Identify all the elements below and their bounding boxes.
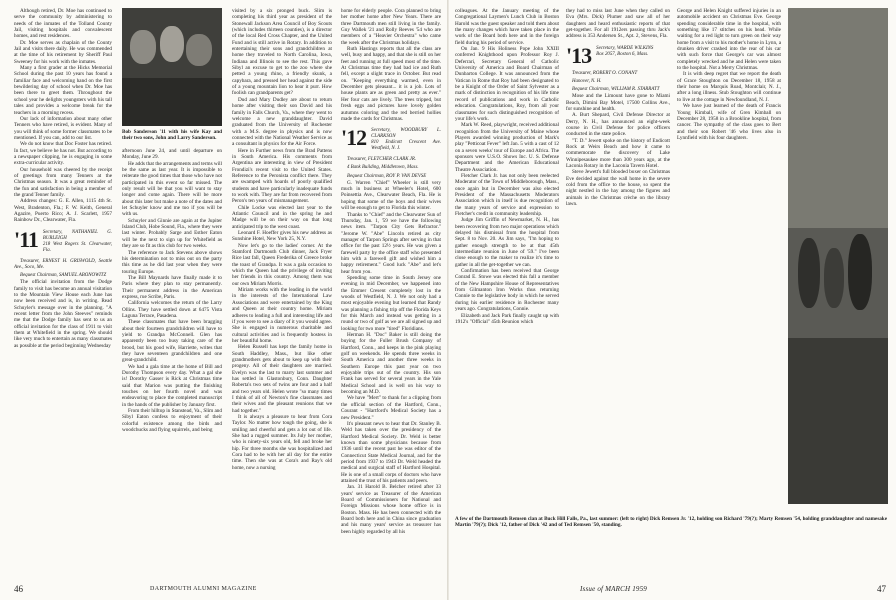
paragraph: Confirmation has been received that George Conrad E. Stowe was elected this fall a member of the New Hampshire House of Representatives from Gilmanton Iron Works thus returning Connie to the legislative body in which he served during his earlier residence in Rochester many years ago. Congratulations, Connie. [455,268,559,313]
paragraph: colleagues. At the January meeting of the Congregational Laymen's Lunch Club in Boston Harold was the guest speaker and told them about the many changes which have taken place in the work of the Board both here and in the foreign field during his period of service. [455,8,559,46]
paragraph: Dr. Moe serves as chaplain of the County Jail and visits there daily. He was commended at the time of his retirement by Sheriff Paul Sweeney for his work with the inmates. [14,39,112,65]
class-number: '13 [566,42,592,68]
paragraph: Helen Russell has kept the family home in South Haddley, Mass., but like other grandmothers gets about to keep up with their progeny. All of their daughters are married. Evelyn was the last to marry last summer and has settled in Glastonbury, Conn. Daughter Roberta's two sets of twins are four and a half and two years old. Helen wrote "so many times I think of all of Newton's fine classmates and their wives and the pleasant reunions that we had together." [232,344,332,414]
paragraph: These classmates that have been bragging about their fourteen grandchildren will have to yield to Grandpa McConnell. Glen has apparently been too busy taking care of the brood, but his good wife, Harriette, writes that they have seventeen grandchildren and one great-grandchild. [122,319,222,364]
paragraph: From their hilltop in Stanstead, Va., Slim and Sibyl Eaton confess to enjoyment of their colorful existence among the birds and woodchucks and flying squirrels, and being [122,408,222,434]
page-number-left: 46 [14,584,23,594]
class-officers [596,46,653,58]
paragraph: George and Helen Knight suffered injuries in an automobile accident on Christmas Eve. George spending considerable time in the hospital, with something like 17 stitches on his head. While waiting for a red light to turn green on their way home from a visit to his mother's home in Lynn, a drunken driver crashed into the rear of his car with such force that George's car was almost completely wrecked and he and Helen were taken to the hospital. Not a Merry Christmas. [677,8,781,72]
paragraph: Miriam works with the leading in the world in the interests of the International Law Associations and were entertained by the King and Queen at their country home. Miriam adheres to leading a full and interesting life and if you were to see a diary of it you would agree. She is engaged in numerous charitable and cultural activities and is frequently hostess in her beautiful home. [232,287,332,344]
paragraph: It is with deep regret that we report the death of Grace Stoughton on December 18, 1958 at their home on Marquis Road, Montclair, N. J., after a long illness. Stub Stoughton will continue to live at the cottage in Newfoundland, N. J. [677,71,781,103]
paragraph: Steve Jewett's full blooded boxer on Christmas Eve decided against the wall home in the severe cold from the office to the house, so spent the night nestled in the hay among the figures and animals in the Christmas crèche on the library lawn. [566,169,670,208]
magazine-title-footer: DARTMOUTH ALUMNI MAGAZINE [150,586,257,592]
paragraph: home for elderly people. Cora planned to bring her mother home after New Years. There are three Dartmouth men still living in the family. Guy Wallek '21 and Rolly Reeves '54 who are members of a "Heavier Orchestra" who came the week after the Christmas holidays. [341,8,441,46]
paragraph: Leonard F. Hoeffer gives his new address as Sunshine Hotel, New York 25, N.Y. [232,230,332,243]
secretary: Secretary, WARDE WILKINS [596,45,654,51]
left-col-3 [232,8,332,570]
paragraph: Address changes: G. E. Allen, 1115 4th St. West, Bradenton, Fla.; F. W. Keith, General Agazire, Puerto Rico; A. J. Scarlett, 1957 Rainbow Dr., Clearwater, Fla. [14,198,112,224]
paragraph: He adds that the arrangements and terms will be the same as last year. It is impossible to reiterate the good times that those who have not participated in this event so far missed. The only result will be that you will want to stay longer and come again. There will be more about this later but make a note of the dates and let Schuyler know and me too if you will be with us. [122,160,222,218]
paragraph: We have just learned of the death of Francis Young Kimball, wife of Gren Kimball on December 28, 1958 in a Brookline hospital, from cancer. The sympathy of the class goes to Bert and their son Robert '46 who lives also in Lynnfield with his four daughters. [677,103,781,141]
class-photo-sanderson [122,8,222,126]
photo-figure [186,34,212,66]
treasurer-address: 4 Bank Building, Middletown, Mass. [347,165,419,171]
treasurer-address: Hanover, N. H. [572,78,602,84]
treasurer: Treasurer, FLETCHER CLARK JR. [347,157,417,163]
paragraph: Thanks to "Chief" and the Clearwater Sun of Thursday, Jan. 1, '59 we have the following news item. "Tarpon City Gets Refractor." "Jerome W. "Abe" Lincoln retired as city manager of Tarpon Springs after serving in that office for the past 12½ years. He was given a farewell party by the office staff who presented him with a farewell gift and wished him a happy retirement." Good luck "Abe" and let's hear from you. [341,211,441,275]
issue-footer: Issue of MARCH 1959 [580,585,647,593]
class-number: '12 [341,125,367,151]
paragraph: The Bill Maynards have finally made it to Paris where they plan to stay permanently. Their permanent address in the American express, rue Scribe, Paris. [122,274,222,300]
paragraph: Mose and the Limount have gone to Miami Beach, Dimini Bay Motel, 17500 Collins Ave., for sunshine and health. [566,93,670,113]
paragraph: California welcomes the return of the Larry Ollins. They have settled down at 6475 Vista Laguna Terrace, Pasadena. [122,300,222,319]
paragraph: We do not know that Doc Foster has retired. In fact, we believe he has not. But according to a newspaper clipping, he is engaging in some extra-curricular activity. [14,141,112,167]
paragraph: Although retired, Dr. Moe has continued to serve the community by administering to needs of the inmates of the Tolland County Jail, visiting hospitals and convalescent homes, and rest residences. [14,8,112,40]
bequest-chairman: Bequest Chairman, WILLIAM R. STARRATT [572,87,660,93]
paragraph: Spending some time in South Jersey one evening in mid December, we happened into the Emmer Cresent completely lost in the woods of Westfield, N. J. We not only had a most enjoyable evening but learned that Randy was planning a fishing trip off the Florida Keys for this March and instead was getting in a round or two of golf as we are all signed up and looking for two more "tired" Floridians. [341,274,441,332]
paragraph: Our lack of information about many other Tenners who have retired, is evident. Many of you will think of some former classmates to be mentioned. If you can, add to our list. [14,115,112,141]
remsen-clan-photo [788,8,888,504]
paragraph: Our household was cheered by the receipt of greetings from many Tenners at the Christmas season. It was a great reminder of the fun and satisfaction in being a member of the grand Tenner family. [14,166,112,198]
photo-ground [788,338,888,504]
paragraph: visited by a six pronged buck. Slim is completing his third year as president of the Stonewall Jackson Area Council of Boy Scouts (which includes thirteen counties), is a director of the local Red Cross Chapter, and the United Fund and is still active in Rotary. In addition to entertaining their sons and grandchildren at home they traveled to North Carolina, Iowa, Indiana and Illinois to see the rest. This gave Sibyl an excuse to get to the zoo where she petted a young rhino, a friendly skunk, a capybara, and pressed her head against the side of a young mountain lion to hear it purr. How foolish can grandparents get? [232,8,332,97]
right-col-3 [677,8,781,504]
class-header-1912 [341,125,441,152]
bequest-chairman: Bequest Chairman, ROY P. VAN DEVSE [347,173,427,179]
paragraph: A. Burt Shepard, Civil Defense Director at Derry, N. H., has announced an eight-week course in Civil Defense for police officers conducted in the state police. [566,112,670,138]
class-header-1913 [566,42,670,68]
page-gutter [447,0,449,600]
paragraph: Schuyler and Ginnie are again at the Jupiter Island Club, Hobe Sound, Fla., where they were last winter. Probably Sarge and Esther Eaton will be the next to sign up for Whitefield as they are so fit as this club for two weeks. [122,217,222,250]
left-col-1 [14,8,112,570]
paragraph: Chile Locke was elected last year to the Atlantic Council and in the spring he and Madge will be on their way on that long anticipated trip to the west coast. [232,204,332,230]
paragraph: The reference to Jack Stevens above shows his determination not to miss out on the party this time as he did last year when they were touring Europe. [122,249,222,275]
right-col-2 [566,8,670,504]
class-officers [43,230,112,254]
secretary-address: Box 2057, Boston 6, Mass. [596,51,649,57]
class-number: '11 [14,226,38,252]
paragraph: We have "Mert" to thank for a clipping from the official section of the Hartford, Conn., Courant - "Hartford's Medical Society has a new President." [341,395,441,421]
paragraph: afternoon June 24, and until departure on Monday, June 29. [122,148,222,161]
paragraph: We had a gala time at the home of Bill and Dorothy Thompson every day. What a gal she is! Dorothy Gasser is Rick at Christmas time said that Marion was putting the finishing touches on her fourth novel and was endeavoring to place the completed manuscript in the hands of the publisher by January first. [122,363,222,408]
left-col-2 [122,148,222,568]
photo-sky [788,8,888,228]
paragraph: Fletcher Clark Jr. has not only been reelected Moderator of the Town of Middleborough, Mass., once again but in December was also elected President of the Massachusetts Moderators Association which in itself is due recognition of the many years of service and expression to Fletcher's credit in community leadership. [455,172,559,217]
photo-figure [848,234,872,310]
treasurer: Treasurer, ERNEST H. GRISWOLD, Seattle Ave., Soco, Me. [14,258,112,270]
photo-figure [798,238,820,308]
secretary: Secretary, NATHANIEL G. BURLEIGH [42,229,112,241]
paragraph: It's pleasant news to hear that Dr. Stanley B. Weld has taken over the presidency of the Hartford Medical Society. Dr. Weld is better known than some physicians because from 1936 until the recent past he was editor of the Connecticut State Medical Journal, and for the period from 1937 to 1943 Dr. Weld headed the medical and surgical staff of Hartford Hospital. He is one of a small corps of doctors who have attained the trust of his patients and peers. [341,420,441,484]
secretary: Secretary, WOODBURY L. CLARKSON [371,128,441,140]
photo-caption: Bob Sanderson '11 with his wife Kay and their two sons, John and Larry Sanderson. [122,129,222,142]
photo-figure [130,30,156,64]
treasurer: Treasurer, ROBERT O. CONANT [572,70,638,76]
secretary-address: 218 West Rogers St. Clearwater, Fla. [42,241,112,253]
paragraph: Dud and Mary Dudley are about to return home after visiting their son David and his family in Falls Church, Va., where they went to welcome a new granddaughter. David graduated from the University of Rochester with a M.S. degree in physics and is now connected with the National Weather Service as a consultant in physics for the Air Force. [232,96,332,148]
paragraph: The official invitation from the Dodge family to visit has become an annual visitation to the Mountain View House each June has now been received and is, in writing. Read Schuyler's message over in the planning. "A recent letter from the John Steeves" reminds me that the Dodge family has sent to us an official invitation for the class of 1911 to visit them at Whitefield in the spring. We should like very much to entertain as many classmates as possible at the period beginning Wednesday [14,279,112,349]
paragraph: they had to miss last June when they called on Eva (Mrs. Dick) Plumer and saw all of her daughters and heard enthusiastic reports of that get-together. For all 1912ers passing thru Jack's address is 353 Andersen St., Apt. 2, Stevens, Fla. [566,8,670,40]
class-header-1911 [14,226,112,254]
paragraph: Jan. 31 Harold B. Belcher retired after 33 years' service as Treasurer of the American Board of Commissioners for National and Foreign Missions whose home office is in Boston. Mass. He has been connected with the Board both here and in China since graduation and his many years' service as treasurer has been highly regarded by all his [341,484,441,535]
photo-foreground [122,78,222,126]
photo-caption-remsen: A few of the Dartmouth Remsen clan at Buck Hill Falls, Pa., last summer: (left to right) Dick Remsen Jr. '12, holding son Richard '79(?); Marty Remsen '54, holding granddaughter and namesake Martin '79(?); Dick '12, father of Dick '42 and of Ted Remsen '50, standing. [455,516,887,529]
paragraph: Mark W. Reed, playwright, received additional recognition from the University of Maine whose Players awarded winning production of Mark's play "Petticoat Fever" left Jan. 5 with a cast of 12 on a seven weeks' tour of Europe and Africa. The sponsors were U.S.O. Shows Inc. U. S. Defense Department and the American Educational Theatre Association. [455,122,559,173]
photo-figure [824,248,844,308]
paragraph: Ruth Hastings reports that all the class are well, busy and happy, and that she is still on her feet and running at full speed most of the time. At Christmas time they had bad ice and Ruth fell, except a slight trace in October. But read on. "Keeping everything warmed, even in December gets pleasant... it is a job. Lots of house plants are as green and pretty as ever." Her four cats are lively. The trees tripped, but fresh eggs and pictures have lovely golden autumns coloring and the red berried hollies made the cards for Christmas. [341,46,441,122]
paragraph: G. Warren "Chief" Wheeler is still very much in business at Wheeler's Hotel, 600 Poinsettia Ave., Clearwater Beach, Fla. He is hoping that some of the boys and their wives will be enough to get to Florida this winter. [341,179,441,212]
class-officers [371,128,441,152]
paragraph: Now let's go to the ladies' corner. At the Stamford Dartmouth Club dinner, Jack Fryer Rice last fall, Queen Frederika of Greece broke the toast of Grandpa. It was a gala occasion to which the Queen had the privilege of inviting her friends in this country. Among them was our own Miriam Morris. [232,242,332,287]
paragraph: "T. D." Jewett spoke on the history of Endicott Rock at Weirs Beach and how it came to commemorate the discovery of Lake Winnipesaukee more than 300 years ago, at the Laconia Rotary in the Laconia Tavern Hotel. [566,137,670,170]
paragraph: Herman H. "Doc" Baker is still doing the buying for the Fuller Brush Company of Hartford, Conn., and keeps in the pink playing golf on weekends. He spends three weeks in South America and another three weeks in Southern Europe this past year on two enjoyable trips out of the country. His son Frank has served for several years in the Yale Medical School and is well on his way to becoming an M.D. [341,332,441,396]
secretary-address: 810 Endicott Crescent Ave. Westfield, N. J. [371,140,441,152]
paragraph: Many a first grader at the Hicks Memorial School during the past 10 years has found a familiar face and welcoming hand on the first bewildering day of school when Dr. Moe has been there to greet them. Throughout the school year he delights youngsters with his tall tales and provides a welcome break for the teachers in a morning recess. [14,65,112,116]
paragraph: On Jan. 9 His Holiness Pope John XXIII conferred Knighthood upon Professor Roy J. Deferrari, Secretary General of Catholic University of America and Board Chairman of Dunbarton College. It was announced from the Vatican in Rome that Roy had been designated to be a Knight of the Order of Saint Sylvester as a mark of distinction in recognition of his life time record of publications and work in Catholic education. Congratulations, Roy, from all your classmates for such distinguished recognition of your life's work. [455,46,559,122]
bequest-chairman: Bequest Chairman, SAMUEL ABONOWITZ [20,273,107,279]
right-col-1 [455,8,559,504]
paragraph: It is always a pleasure to hear from Cora Taylor. No matter how tough the going, she is smiling and cheerful and gets a lot out of life. She had a rugged summer. Its July her mother, who is ninety-six years old, fell and broke her hip. For three months she was hospitalized and Cora had to be with her all day for the entire time. Then she was at Cora's and Ray's old home, now a nursing [232,414,332,471]
page-number-right: 47 [877,584,886,594]
photo-figure [160,26,184,62]
left-col-4 [341,8,441,570]
paragraph: Here in Further news from the Brad Pattens in South America. His comments from Argentina are interesting in view of President Frondizi's recent visit to the United States. Reference to the Peronista conflict there. They are swamped with hoards of poorly qualified students and have particularly inadequate funds to work with. They are far from recovered from Peron's ten years of mismanagement. [232,147,332,205]
paragraph: Judge Jim Griffin of Newmarket, N. H., has been recovering from two major operations which delayed his dismissal from the hospital from Sept. 8 to Nov. 20. As Jim says, "I'm hoping to gather enough strength to be at that 45th intermediate reunion in June of '59." I've been close enough to the maker to realize it's time to gather in all the get-together we can. [455,217,559,268]
paragraph: Elizabeth and Jack Park finally caught up with 1912's "Official" 45th Reunion which [455,312,559,325]
